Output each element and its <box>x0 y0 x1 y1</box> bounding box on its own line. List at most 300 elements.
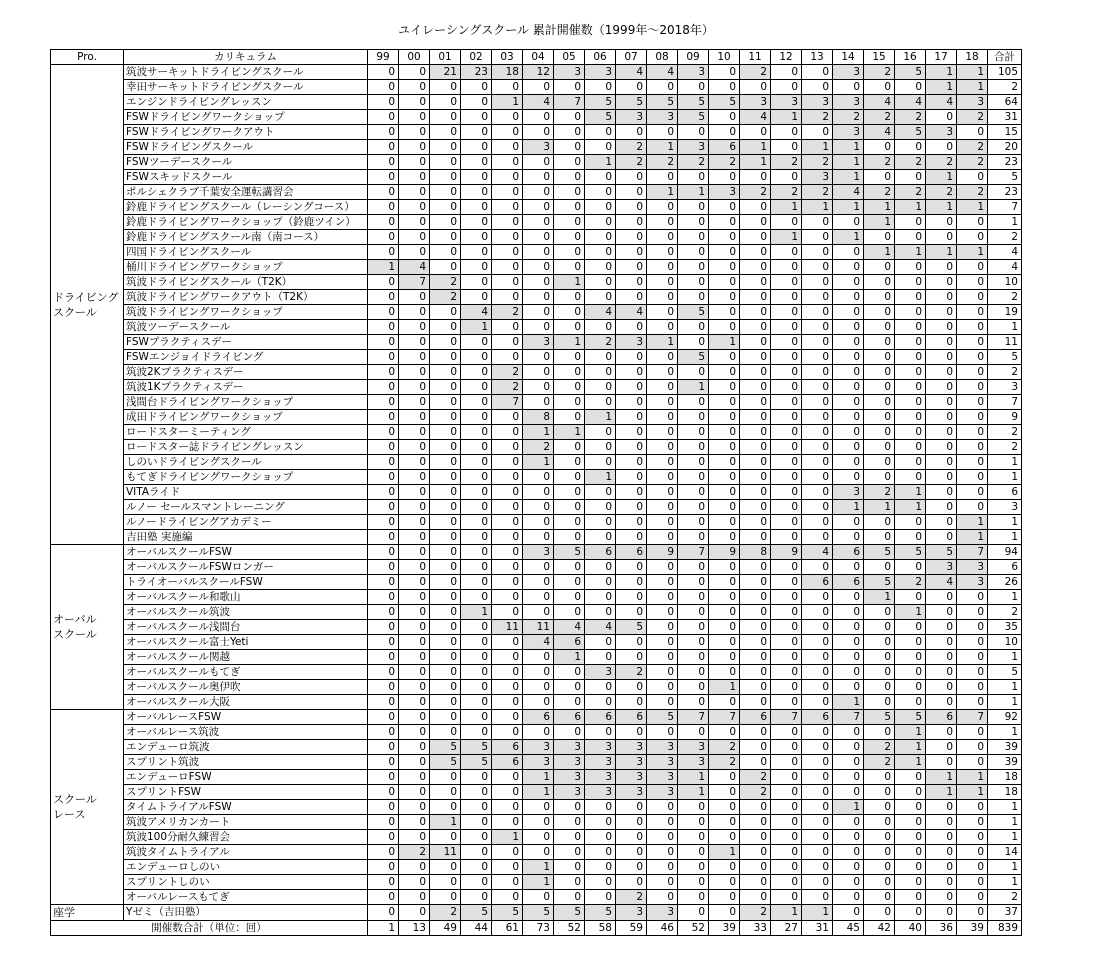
count-cell: 0 <box>492 770 523 785</box>
table-row <box>51 275 1022 290</box>
count-cell: 5 <box>678 110 709 125</box>
count-cell: 0 <box>802 680 833 695</box>
year-total-cell: 39 <box>957 921 988 936</box>
count-cell: 0 <box>554 140 585 155</box>
count-cell: 0 <box>492 875 523 890</box>
pro-group-label: 座学 <box>51 905 124 921</box>
year-total-cell: 27 <box>771 921 802 936</box>
count-cell: 0 <box>833 770 864 785</box>
row-total-cell: 2 <box>988 890 1022 905</box>
count-cell: 0 <box>926 485 957 500</box>
count-cell: 0 <box>368 230 399 245</box>
count-cell: 0 <box>771 590 802 605</box>
count-cell: 0 <box>864 680 895 695</box>
count-cell: 0 <box>492 530 523 545</box>
count-cell: 0 <box>554 320 585 335</box>
curriculum-name: 筑波ドライビングワークアウト（T2K） <box>124 290 368 305</box>
count-cell: 0 <box>895 350 926 365</box>
count-cell: 7 <box>678 545 709 560</box>
count-cell: 1 <box>802 200 833 215</box>
count-cell: 3 <box>709 185 740 200</box>
count-cell: 0 <box>926 365 957 380</box>
count-cell: 0 <box>771 695 802 710</box>
count-cell: 0 <box>554 260 585 275</box>
count-cell: 0 <box>554 455 585 470</box>
curriculum-name: エンデューロFSW <box>124 770 368 785</box>
count-cell: 0 <box>492 410 523 425</box>
count-cell: 0 <box>585 425 616 440</box>
count-cell: 0 <box>554 695 585 710</box>
year-total-cell: 13 <box>399 921 430 936</box>
count-cell: 0 <box>523 590 554 605</box>
count-cell: 0 <box>740 830 771 845</box>
count-cell: 1 <box>957 245 988 260</box>
count-cell: 0 <box>554 410 585 425</box>
count-cell: 0 <box>709 560 740 575</box>
count-cell: 0 <box>616 245 647 260</box>
count-cell: 0 <box>895 905 926 921</box>
count-cell: 0 <box>616 485 647 500</box>
count-cell: 2 <box>740 185 771 200</box>
count-cell: 0 <box>430 155 461 170</box>
count-cell: 0 <box>771 515 802 530</box>
count-cell: 0 <box>678 695 709 710</box>
count-cell: 0 <box>368 530 399 545</box>
count-cell: 3 <box>523 755 554 770</box>
count-cell: 0 <box>709 110 740 125</box>
count-cell: 5 <box>585 905 616 921</box>
curriculum-name: FSWドライビングワークアウト <box>124 125 368 140</box>
count-cell: 0 <box>554 575 585 590</box>
count-cell: 0 <box>771 875 802 890</box>
count-cell: 0 <box>926 380 957 395</box>
row-total-cell: 23 <box>988 185 1022 200</box>
table-row <box>51 815 1022 830</box>
count-cell: 6 <box>585 545 616 560</box>
count-cell: 0 <box>368 305 399 320</box>
count-cell: 0 <box>833 410 864 425</box>
count-cell: 3 <box>585 665 616 680</box>
count-cell: 0 <box>864 455 895 470</box>
count-cell: 0 <box>647 260 678 275</box>
count-cell: 0 <box>368 830 399 845</box>
count-cell: 0 <box>616 380 647 395</box>
curriculum-name: スプリント筑波 <box>124 755 368 770</box>
curriculum-name: タイムトライアルFSW <box>124 800 368 815</box>
count-cell: 0 <box>802 230 833 245</box>
table-row <box>51 320 1022 335</box>
count-cell: 5 <box>895 65 926 80</box>
count-cell: 0 <box>399 875 430 890</box>
year-total-cell: 59 <box>616 921 647 936</box>
count-cell: 0 <box>461 545 492 560</box>
count-cell: 0 <box>678 605 709 620</box>
curriculum-name: ポルシェクラブ千葉安全運転講習会 <box>124 185 368 200</box>
table-row <box>51 530 1022 545</box>
count-cell: 0 <box>523 125 554 140</box>
count-cell: 0 <box>523 110 554 125</box>
curriculum-name: 筑波ドライビングスクール（T2K） <box>124 275 368 290</box>
count-cell: 0 <box>709 635 740 650</box>
count-cell: 0 <box>678 365 709 380</box>
count-cell: 0 <box>771 170 802 185</box>
count-cell: 1 <box>895 485 926 500</box>
count-cell: 2 <box>895 155 926 170</box>
count-cell: 0 <box>616 215 647 230</box>
count-cell: 1 <box>833 230 864 245</box>
count-cell: 0 <box>492 170 523 185</box>
count-cell: 0 <box>740 275 771 290</box>
count-cell: 0 <box>368 605 399 620</box>
count-cell: 0 <box>399 605 430 620</box>
count-cell: 0 <box>709 245 740 260</box>
count-cell: 0 <box>616 680 647 695</box>
count-cell: 0 <box>771 785 802 800</box>
count-cell: 0 <box>864 605 895 620</box>
count-cell: 0 <box>957 755 988 770</box>
count-cell: 11 <box>430 845 461 860</box>
count-cell: 0 <box>771 140 802 155</box>
count-cell: 0 <box>554 365 585 380</box>
count-cell: 0 <box>399 830 430 845</box>
table-row <box>51 140 1022 155</box>
count-cell: 0 <box>461 815 492 830</box>
count-cell: 0 <box>740 380 771 395</box>
count-cell: 1 <box>647 140 678 155</box>
count-cell: 0 <box>678 635 709 650</box>
count-cell: 3 <box>647 740 678 755</box>
curriculum-name: 鈴鹿ドライビングスクール（レーシングコース） <box>124 200 368 215</box>
table-row <box>51 905 1022 921</box>
row-total-cell: 1 <box>988 650 1022 665</box>
count-cell: 0 <box>802 590 833 605</box>
count-cell: 0 <box>368 65 399 80</box>
count-cell: 1 <box>895 755 926 770</box>
count-cell: 2 <box>864 110 895 125</box>
count-cell: 0 <box>461 440 492 455</box>
count-cell: 0 <box>771 440 802 455</box>
count-cell: 0 <box>523 515 554 530</box>
count-cell: 0 <box>368 185 399 200</box>
count-cell: 0 <box>585 575 616 590</box>
count-cell: 2 <box>895 185 926 200</box>
curriculum-name: 浅間台ドライビングワークショップ <box>124 395 368 410</box>
header-year: 11 <box>740 50 771 65</box>
count-cell: 0 <box>709 695 740 710</box>
count-cell: 0 <box>647 815 678 830</box>
count-cell: 0 <box>926 725 957 740</box>
year-total-cell: 45 <box>833 921 864 936</box>
count-cell: 0 <box>864 800 895 815</box>
count-cell: 5 <box>616 620 647 635</box>
count-cell: 0 <box>864 770 895 785</box>
count-cell: 0 <box>368 125 399 140</box>
count-cell: 0 <box>399 560 430 575</box>
count-cell: 0 <box>399 290 430 305</box>
count-cell: 1 <box>864 590 895 605</box>
count-cell: 0 <box>833 275 864 290</box>
count-cell: 0 <box>461 665 492 680</box>
count-cell: 0 <box>554 440 585 455</box>
header-year: 01 <box>430 50 461 65</box>
count-cell: 5 <box>523 905 554 921</box>
table-row <box>51 395 1022 410</box>
table-row <box>51 290 1022 305</box>
count-cell: 0 <box>430 890 461 905</box>
count-cell: 0 <box>492 680 523 695</box>
count-cell: 0 <box>740 290 771 305</box>
count-cell: 0 <box>461 530 492 545</box>
count-cell: 0 <box>833 740 864 755</box>
count-cell: 2 <box>771 155 802 170</box>
row-total-cell: 1 <box>988 830 1022 845</box>
count-cell: 0 <box>523 725 554 740</box>
count-cell: 4 <box>616 305 647 320</box>
count-cell: 0 <box>430 215 461 230</box>
count-cell: 0 <box>430 620 461 635</box>
row-total-cell: 7 <box>988 395 1022 410</box>
count-cell: 0 <box>678 275 709 290</box>
count-cell: 7 <box>957 710 988 725</box>
count-cell: 0 <box>802 455 833 470</box>
table-row <box>51 455 1022 470</box>
count-cell: 0 <box>461 875 492 890</box>
count-cell: 3 <box>523 140 554 155</box>
count-cell: 0 <box>647 605 678 620</box>
count-cell: 1 <box>771 230 802 245</box>
count-cell: 0 <box>461 125 492 140</box>
count-cell: 0 <box>740 845 771 860</box>
count-cell: 0 <box>709 590 740 605</box>
count-cell: 0 <box>740 620 771 635</box>
year-total-cell: 39 <box>709 921 740 936</box>
curriculum-name: 吉田塾 実施編 <box>124 530 368 545</box>
count-cell: 0 <box>399 650 430 665</box>
header-year: 03 <box>492 50 523 65</box>
count-cell: 0 <box>461 845 492 860</box>
count-cell: 0 <box>957 680 988 695</box>
count-cell: 0 <box>864 170 895 185</box>
count-cell: 0 <box>957 260 988 275</box>
table-row <box>51 440 1022 455</box>
count-cell: 0 <box>430 425 461 440</box>
count-cell: 3 <box>585 770 616 785</box>
count-cell: 0 <box>430 770 461 785</box>
count-cell: 18 <box>492 65 523 80</box>
total-label: 開催数合計（単位：回） <box>51 921 368 936</box>
header-year: 17 <box>926 50 957 65</box>
count-cell: 2 <box>523 440 554 455</box>
count-cell: 0 <box>802 740 833 755</box>
count-cell: 0 <box>585 275 616 290</box>
count-cell: 0 <box>399 770 430 785</box>
count-cell: 0 <box>802 665 833 680</box>
row-total-cell: 92 <box>988 710 1022 725</box>
curriculum-name: オーバルスクール浅間台 <box>124 620 368 635</box>
count-cell: 0 <box>771 830 802 845</box>
count-cell: 0 <box>492 635 523 650</box>
count-cell: 0 <box>461 110 492 125</box>
count-cell: 0 <box>957 875 988 890</box>
count-cell: 0 <box>647 890 678 905</box>
count-cell: 0 <box>461 410 492 425</box>
count-cell: 0 <box>647 230 678 245</box>
curriculum-name: FSWスキッドスクール <box>124 170 368 185</box>
row-total-cell: 5 <box>988 350 1022 365</box>
count-cell: 0 <box>554 725 585 740</box>
count-cell: 0 <box>833 845 864 860</box>
count-cell: 2 <box>585 335 616 350</box>
count-cell: 0 <box>585 185 616 200</box>
table-row <box>51 110 1022 125</box>
count-cell: 0 <box>833 860 864 875</box>
count-cell: 0 <box>647 725 678 740</box>
table-row <box>51 230 1022 245</box>
count-cell: 1 <box>895 200 926 215</box>
count-cell: 0 <box>709 260 740 275</box>
count-cell: 0 <box>647 680 678 695</box>
count-cell: 0 <box>523 365 554 380</box>
count-cell: 0 <box>895 590 926 605</box>
count-cell: 0 <box>616 515 647 530</box>
count-cell: 0 <box>492 125 523 140</box>
count-cell: 0 <box>802 335 833 350</box>
count-cell: 0 <box>926 260 957 275</box>
count-cell: 0 <box>833 560 864 575</box>
row-total-cell: 6 <box>988 485 1022 500</box>
count-cell: 0 <box>554 875 585 890</box>
count-cell: 1 <box>957 770 988 785</box>
count-cell: 0 <box>430 350 461 365</box>
count-cell: 11 <box>523 620 554 635</box>
count-cell: 0 <box>833 665 864 680</box>
count-cell: 0 <box>399 320 430 335</box>
count-cell: 0 <box>802 755 833 770</box>
count-cell: 0 <box>926 455 957 470</box>
curriculum-name: FSWドライビングワークショップ <box>124 110 368 125</box>
count-cell: 0 <box>740 245 771 260</box>
row-total-cell: 20 <box>988 140 1022 155</box>
count-cell: 0 <box>647 320 678 335</box>
count-cell: 6 <box>926 710 957 725</box>
count-cell: 0 <box>864 695 895 710</box>
count-cell: 0 <box>492 185 523 200</box>
count-cell: 0 <box>585 650 616 665</box>
count-cell: 0 <box>647 575 678 590</box>
count-cell: 0 <box>895 530 926 545</box>
count-cell: 0 <box>895 140 926 155</box>
count-cell: 0 <box>399 530 430 545</box>
count-cell: 0 <box>709 530 740 545</box>
count-cell: 0 <box>957 275 988 290</box>
table-row <box>51 845 1022 860</box>
count-cell: 0 <box>771 320 802 335</box>
count-cell: 11 <box>492 620 523 635</box>
count-cell: 0 <box>492 260 523 275</box>
row-total-cell: 1 <box>988 860 1022 875</box>
count-cell: 5 <box>585 95 616 110</box>
count-cell: 0 <box>368 110 399 125</box>
count-cell: 0 <box>368 770 399 785</box>
count-cell: 0 <box>740 605 771 620</box>
count-cell: 0 <box>895 620 926 635</box>
count-cell: 0 <box>678 455 709 470</box>
count-cell: 0 <box>523 395 554 410</box>
count-cell: 0 <box>461 470 492 485</box>
count-cell: 1 <box>678 380 709 395</box>
curriculum-name: 鈴鹿ドライビングワークショップ（鈴鹿ツイン） <box>124 215 368 230</box>
count-cell: 0 <box>461 245 492 260</box>
count-cell: 0 <box>957 395 988 410</box>
count-cell: 0 <box>864 725 895 740</box>
count-cell: 0 <box>523 800 554 815</box>
count-cell: 0 <box>399 425 430 440</box>
count-cell: 2 <box>492 365 523 380</box>
count-cell: 0 <box>554 80 585 95</box>
count-cell: 0 <box>399 185 430 200</box>
row-total-cell: 9 <box>988 410 1022 425</box>
count-cell: 2 <box>616 140 647 155</box>
count-cell: 0 <box>368 875 399 890</box>
count-cell: 0 <box>678 530 709 545</box>
count-cell: 4 <box>523 95 554 110</box>
count-cell: 0 <box>368 95 399 110</box>
count-cell: 0 <box>554 380 585 395</box>
count-cell: 0 <box>430 830 461 845</box>
row-total-cell: 1 <box>988 515 1022 530</box>
count-cell: 0 <box>585 80 616 95</box>
count-cell: 0 <box>647 455 678 470</box>
count-cell: 0 <box>709 365 740 380</box>
count-cell: 1 <box>833 800 864 815</box>
count-cell: 0 <box>430 365 461 380</box>
count-cell: 0 <box>833 380 864 395</box>
count-cell: 0 <box>926 620 957 635</box>
table-row <box>51 770 1022 785</box>
count-cell: 0 <box>957 890 988 905</box>
count-cell: 0 <box>554 890 585 905</box>
count-cell: 0 <box>368 440 399 455</box>
count-cell: 0 <box>957 170 988 185</box>
header-year: 06 <box>585 50 616 65</box>
count-cell: 0 <box>895 170 926 185</box>
count-cell: 0 <box>523 665 554 680</box>
count-cell: 0 <box>492 425 523 440</box>
count-cell: 0 <box>647 590 678 605</box>
count-cell: 4 <box>523 635 554 650</box>
count-cell: 0 <box>399 725 430 740</box>
count-cell: 0 <box>709 605 740 620</box>
count-cell: 0 <box>740 215 771 230</box>
curriculum-name: トライオーバルスクールFSW <box>124 575 368 590</box>
count-cell: 0 <box>399 380 430 395</box>
count-cell: 1 <box>740 155 771 170</box>
count-cell: 0 <box>647 365 678 380</box>
count-cell: 0 <box>740 395 771 410</box>
count-cell: 1 <box>864 215 895 230</box>
count-cell: 0 <box>895 320 926 335</box>
count-cell: 0 <box>864 260 895 275</box>
row-total-cell: 1 <box>988 800 1022 815</box>
count-cell: 0 <box>554 125 585 140</box>
count-cell: 3 <box>616 335 647 350</box>
count-cell: 0 <box>523 185 554 200</box>
count-cell: 0 <box>926 305 957 320</box>
count-cell: 0 <box>399 95 430 110</box>
curriculum-name: オーバルスクール筑波 <box>124 605 368 620</box>
count-cell: 0 <box>709 470 740 485</box>
count-cell: 2 <box>926 185 957 200</box>
